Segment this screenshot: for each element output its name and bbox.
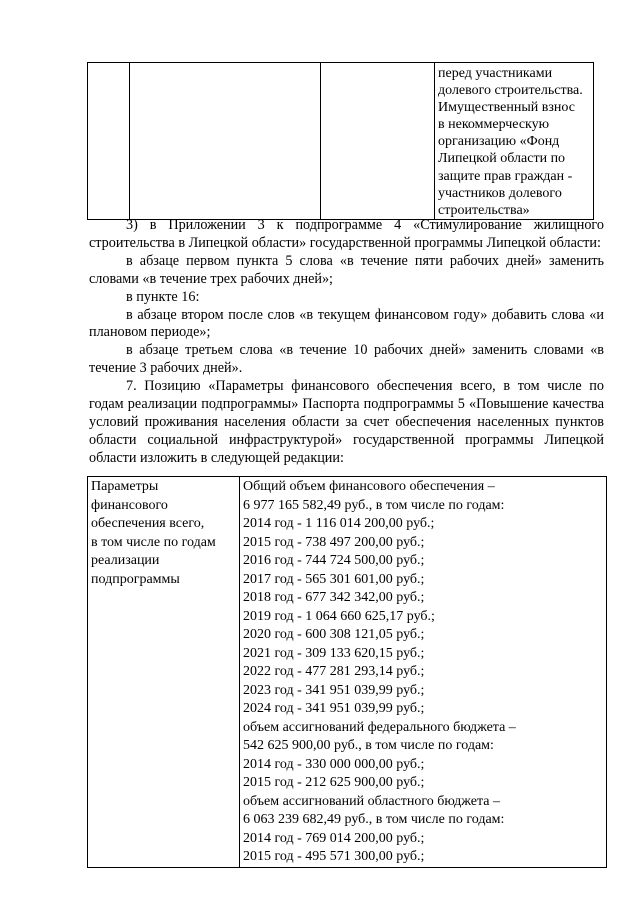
paragraph: 3) в Приложении 3 к подпрограмме 4 «Стимулирование жилищного строительства в Липецкой области» государственной программы Липецкой области: (89, 217, 604, 251)
table-cell (88, 477, 240, 868)
table-cell (130, 63, 321, 220)
text-line: долевого строительства. (438, 83, 583, 99)
table-cell (240, 477, 607, 868)
text-line: 2023 год - 341 951 039,99 руб.; (243, 682, 425, 698)
text-line: в том числе по годам (91, 534, 216, 550)
text-line: 6 063 239 682,49 руб., в том числе по годам: (243, 812, 505, 827)
parameter-label (88, 477, 239, 589)
text-line: 542 625 900,00 руб., в том числе по годам: (243, 738, 494, 753)
text-line: 6 977 165 582,49 руб., в том числе по годам: (243, 497, 505, 513)
text-line: 2024 год - 341 951 039,99 руб.; (243, 701, 425, 716)
text-line: объем ассигнований областного бюджета – (243, 793, 500, 809)
text-line: Имущественный взнос (438, 100, 575, 116)
text-line: строительства» (438, 202, 530, 218)
text-line: Общий объем финансового обеспечения – (243, 479, 495, 494)
text-line: 2014 год - 1 116 014 200,00 руб.; (243, 516, 435, 531)
paragraph: в абзаце втором после слов «в текущем финансовом году» добавить слова «и плановом периоде»; (89, 306, 604, 341)
text-line: реализации (91, 553, 160, 568)
top-table (87, 62, 594, 220)
text-line: Параметры (91, 479, 159, 494)
financing-values (240, 477, 606, 867)
text-line: 2020 год - 600 308 121,05 руб.; (243, 627, 425, 642)
text-line: 2014 год - 769 014 200,00 руб.; (243, 830, 425, 846)
table-row (88, 63, 594, 220)
text-line: 2015 год - 495 571 300,00 руб.; (243, 849, 425, 864)
text-line: перед участниками (438, 66, 553, 81)
text-line: Липецкой области по (438, 151, 566, 167)
paragraph: 7. Позицию «Параметры финансового обеспечения всего, в том числе по годам реализации подпрограммы» Паспорта подпрограммы 5 «Повышение качества условий проживания населения области за счет обеспечения населенных пунктов области социальной инфраструктурой» государственной программы Липецкой области изложить в следующей редакции: (89, 378, 604, 466)
text-line: участников долевого (438, 185, 562, 201)
text-line: подпрограммы (91, 571, 180, 587)
top-table-cell-text (435, 63, 593, 219)
body-text (89, 217, 604, 468)
text-line: 2022 год - 477 281 293,14 руб.; (243, 664, 425, 679)
paragraph: в абзаце первом пункта 5 слова «в течение пяти рабочих дней» заменить словами «в течение трех рабочих дней»; (89, 252, 604, 287)
text-line: объем ассигнований федерального бюджета – (243, 719, 516, 735)
table-cell (321, 63, 435, 220)
text-line: 2014 год - 330 000 000,00 руб.; (243, 756, 425, 772)
text-line: 2015 год - 212 625 900,00 руб.; (243, 775, 425, 790)
text-line: 2019 год - 1 064 660 625,17 руб.; (243, 608, 435, 624)
text-line: защите прав граждан - (438, 168, 573, 184)
text-line: 2017 год - 565 301 601,00 руб.; (243, 571, 425, 587)
text-line: 2015 год - 738 497 200,00 руб.; (243, 534, 425, 550)
text-line: 2018 год - 677 342 342,00 руб.; (243, 590, 425, 605)
table-cell (435, 63, 594, 220)
text-line: 2016 год - 744 724 500,00 руб.; (243, 553, 425, 568)
text-line: финансового (91, 497, 168, 513)
financing-table (87, 476, 607, 868)
text-line: 2021 год - 309 133 620,15 руб.; (243, 645, 425, 661)
table-cell (88, 63, 130, 220)
paragraph: в абзаце третьем слова «в течение 10 рабочих дней» заменить словами «в течение 3 рабочих дней». (89, 342, 604, 377)
text-line: в некоммерческую (438, 117, 550, 133)
table-row (88, 477, 607, 868)
text-line: организацию «Фонд (438, 134, 560, 150)
text-line: обеспечения всего, (91, 516, 205, 531)
paragraph: в пункте 16: (126, 288, 200, 305)
